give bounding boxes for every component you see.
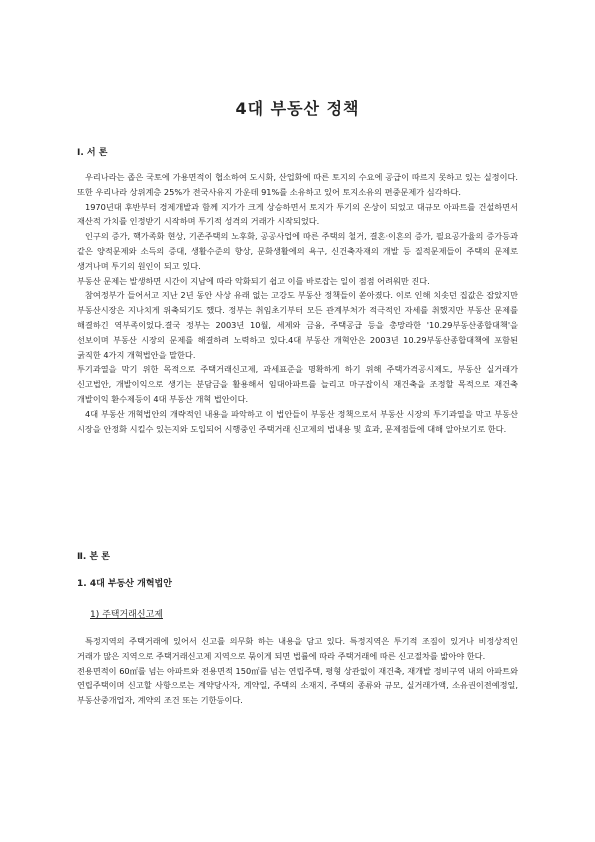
subsection-heading: 1. 4대 부동산 개혁법안 [77, 579, 172, 589]
paragraph: 인구의 증가, 핵가족화 현상, 기존주택의 노후화, 공공사업에 따른 주택의 철거, 결혼·이혼의 증가, 필요공가율의 증가등과 같은 양적문제와 소득의 증대, 생활수준의 향상, 문화생활에의 욕구, 신건축자재의 개발 등 질적문제들이 주택의 문제로 생겨나며 투기의 원인이 되고 있다. [77, 231, 518, 271]
subsubsection-heading: 1) 주택거래신고제 [90, 610, 163, 620]
section-heading-introduction: Ⅰ. 서 론 [77, 148, 108, 158]
paragraph: 전용면적이 60㎡를 넘는 아파트와 전용면적 150㎡를 넘는 연립주택, 평형 상관없이 재건축, 재개발 정비구역 내의 아파트와 연립주택이며 신고할 사항으로는 계약당사자, 계약일, 주택의 소재지, 주택의 종류와 규모, 실거래가액, 소유권이전예정일, 부동산중개업자, 계약의 조건 또는 기한등이다. [77, 665, 518, 706]
paragraph: 투기과열을 막기 위한 목적으로 주택거래신고제, 과세표준을 명확하게 하기 위해 주택가격공시제도, 부동산 실거래가 신고법안, 개발이익으로 생기는 분담금을 활용해서 임대아파트를 늘리고 마구잡이식 재건축을 조정할 목적으로 재건축 개발이익 환수제등이 4대 부동산 개혁 법안이다. [77, 364, 518, 404]
paragraph: 우리나라는 좁은 국토에 가용면적이 협소하여 도시화, 산업화에 따른 토지의 수요에 공급이 따르지 못하고 있는 실정이다. 또한 우리나라 상위계층 25%가 전국사유지 가운데 91%를 소유하고 있어 토지소유의 편중문제가 심각하다. [77, 172, 518, 197]
section-heading-main: Ⅱ. 본 론 [77, 552, 111, 562]
paragraph: 특정지역의 주택거래에 있어서 신고를 의무화 하는 내용을 담고 있다. 특정지역은 투기적 조짐이 있거나 비정상적인 거래가 많은 지역으로 주택거래신고제 지역으로 묶이게 되면 법률에 따라 주택거래에 따른 신고절차를 밟아야 한다. [77, 636, 518, 661]
paragraph: 부동산 문제는 발생하면 시간이 지남에 따라 악화되기 쉽고 이를 바로잡는 일이 점점 어려워만 진다. [77, 275, 430, 286]
paragraph: 참여정부가 들어서고 지난 2년 동안 사상 유래 없는 고강도 부동산 정책들이 쏟아졌다. 이로 인해 치솟던 집값은 잡았지만 부동산시장은 지나치게 위축되기도 했다. 정부는 취임초기부터 모든 관계부처가 적극적인 자세를 취했지만 부동산 문제를 해결하긴 역부족이었다.결국 정부는 2003년 10월, 세제와 금융, 주택공급 등을 총망라한 '10.29부동산종합대책'을 선보이며 부동산 시장의 문제를 해결하려 노력하고 있다.4대 부동산 개혁안은 2003년 10.29부동산종합대책에 포함된 굵직한 4가지 개혁법안을 말한다. [77, 290, 518, 360]
main-body [77, 634, 518, 708]
paragraph: 4대 부동산 개혁법안의 개략적인 내용을 파악하고 이 법안들이 부동산 정책으로서 부동산 시장의 투기과열을 막고 부동산 시장을 안정화 시킬수 있는지와 도입되어 시행중인 주택거래 신고제의 법내용 및 효과, 문제점들에 대해 알아보기로 한다. [77, 408, 518, 434]
document-title: 4대 부동산 정책 [235, 99, 360, 118]
introduction-body [77, 170, 518, 436]
paragraph: 1970년대 후반부터 경제개발과 함께 지가가 크게 상승하면서 토지가 투기의 온상이 되었고 대규모 아파트를 건설하면서 재산적 가치를 인정받기 시작하며 투기적 성격의 거래가 시작되었다. [77, 201, 518, 227]
